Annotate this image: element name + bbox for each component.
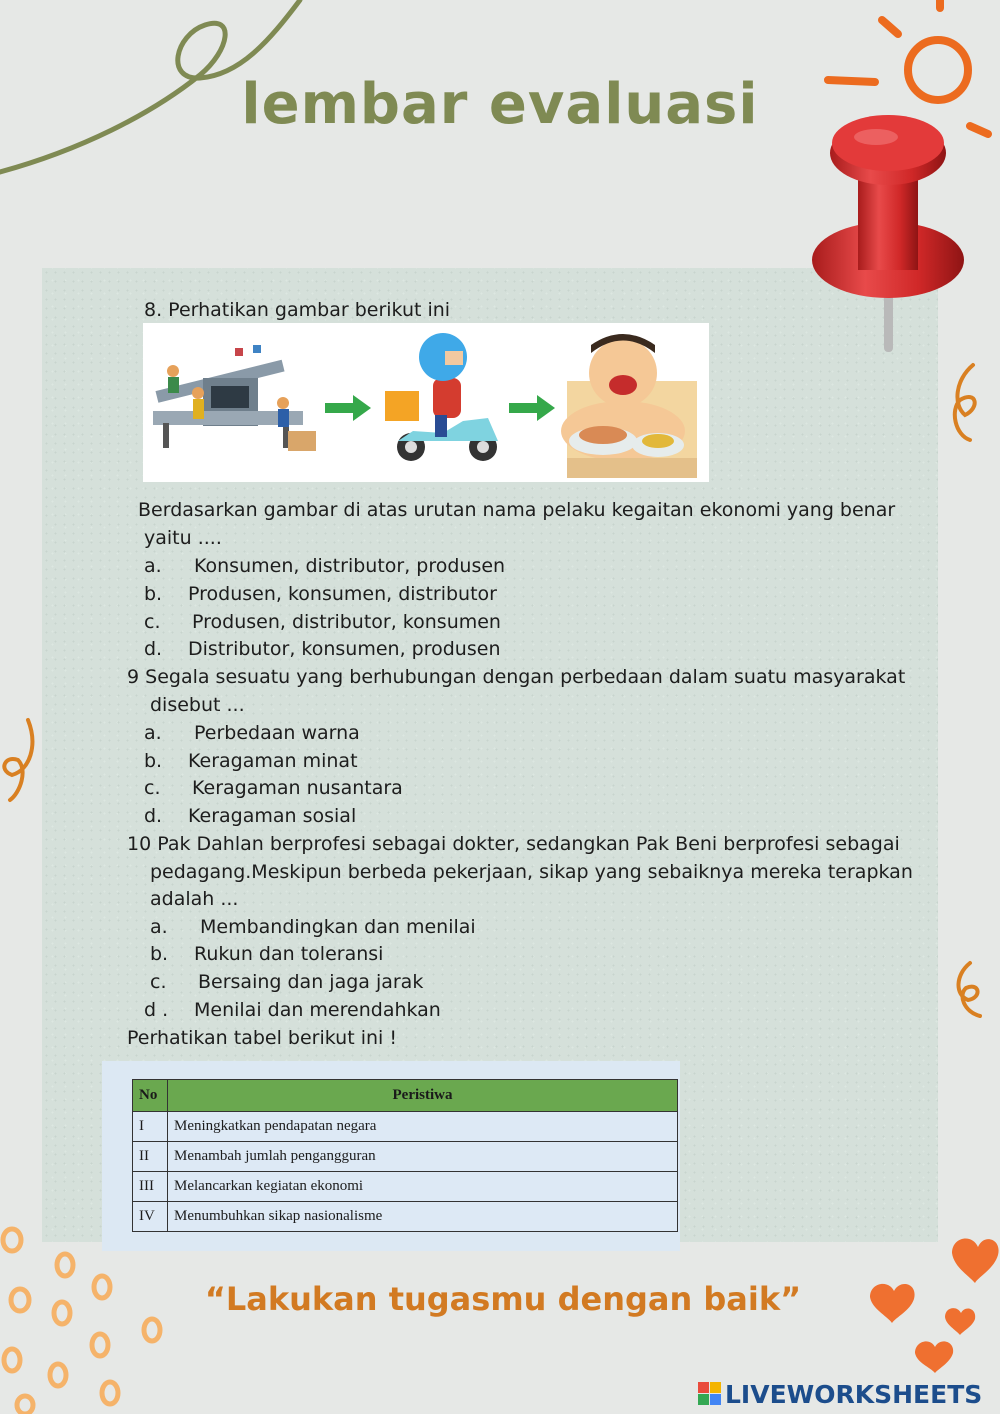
table-row xyxy=(133,1172,678,1202)
row-event: Melancarkan kegiatan ekonomi xyxy=(168,1172,678,1202)
q8-option-b[interactable] xyxy=(144,580,497,608)
factory-icon xyxy=(153,345,316,451)
q10-option-a[interactable] xyxy=(150,913,476,941)
option-text: Keragaman nusantara xyxy=(192,777,403,799)
row-event: Meningkatkan pendapatan negara xyxy=(168,1112,678,1142)
q9-option-b[interactable] xyxy=(144,747,358,775)
option-letter: a. xyxy=(144,555,162,577)
economic-actors-illustration xyxy=(143,323,709,482)
option-text: Produsen, distributor, konsumen xyxy=(192,611,501,633)
arrow-right-icon xyxy=(509,395,555,421)
motivational-quote: “Lakukan tugasmu dengan baik” xyxy=(204,1280,802,1318)
q8-option-d[interactable] xyxy=(144,635,500,663)
option-letter: d . xyxy=(144,999,169,1021)
option-letter: c. xyxy=(150,971,167,993)
table-header-row xyxy=(133,1080,678,1112)
q10-option-c[interactable] xyxy=(150,968,423,996)
option-text: Perbedaan warna xyxy=(194,722,360,744)
question-10-text-line1: 10 Pak Dahlan berprofesi sebagai dokter, sedangkan Pak Beni berprofesi sebagai xyxy=(127,833,900,855)
option-text: Distributor, konsumen, produsen xyxy=(188,638,501,660)
table-intro: Perhatikan tabel berikut ini ! xyxy=(127,1027,397,1049)
option-letter: a. xyxy=(144,722,162,744)
option-text: Keragaman sosial xyxy=(188,805,357,827)
q9-option-c[interactable] xyxy=(144,774,403,802)
option-text: Menilai dan merendahkan xyxy=(194,999,441,1021)
q9-option-d[interactable] xyxy=(144,802,356,830)
question-8-text-line2: yaitu .... xyxy=(144,527,222,549)
row-number: II xyxy=(133,1142,168,1172)
option-text: Konsumen, distributor, produsen xyxy=(194,555,506,577)
liveworksheets-icon xyxy=(698,1382,722,1406)
question-10-text-line2: pedagang.Meskipun berbeda pekerjaan, sikap yang sebaiknya mereka terapkan xyxy=(150,861,913,883)
option-letter: c. xyxy=(144,777,161,799)
decorative-squiggle xyxy=(0,715,40,805)
arrow-right-icon xyxy=(325,395,371,421)
option-text: Produsen, konsumen, distributor xyxy=(188,583,497,605)
brand-name: LIVEWORKSHEETS xyxy=(725,1379,983,1409)
option-letter: b. xyxy=(150,943,169,965)
events-table xyxy=(132,1079,678,1232)
option-letter: d. xyxy=(144,805,163,827)
question-9-text-line1: 9 Segala sesuatu yang berhubungan dengan perbedaan dalam suatu masyarakat xyxy=(127,666,906,688)
option-letter: c. xyxy=(144,611,161,633)
q10-option-b[interactable] xyxy=(150,940,383,968)
illustration-graphic xyxy=(143,323,709,482)
row-number: IV xyxy=(133,1202,168,1232)
option-letter: b. xyxy=(144,750,163,772)
row-number: I xyxy=(133,1112,168,1142)
column-header-no: No xyxy=(133,1080,168,1112)
option-letter: b. xyxy=(144,583,163,605)
consumer-eating-icon xyxy=(561,334,697,478)
option-text: Membandingkan dan menilai xyxy=(200,916,476,938)
question-10-text-line3: adalah ... xyxy=(150,888,239,910)
decorative-squiggle xyxy=(945,360,985,445)
q8-option-a[interactable] xyxy=(144,552,505,580)
delivery-scooter-icon xyxy=(385,333,498,461)
table-row xyxy=(133,1142,678,1172)
question-8-prompt: 8. Perhatikan gambar berikut ini xyxy=(144,299,451,321)
page-title: lembar evaluasi xyxy=(241,72,759,137)
q10-option-d[interactable] xyxy=(144,996,441,1024)
events-table-card xyxy=(102,1061,680,1251)
option-text: Bersaing dan jaga jarak xyxy=(198,971,424,993)
row-number: III xyxy=(133,1172,168,1202)
liveworksheets-logo[interactable] xyxy=(698,1377,982,1411)
column-header-peristiwa: Peristiwa xyxy=(168,1080,678,1112)
row-event: Menambah jumlah pengangguran xyxy=(168,1142,678,1172)
option-letter: d. xyxy=(144,638,163,660)
q8-option-c[interactable] xyxy=(144,608,501,636)
push-pin-icon xyxy=(808,105,973,360)
row-event: Menumbuhkan sikap nasionalisme xyxy=(168,1202,678,1232)
decorative-squiggle xyxy=(950,960,990,1020)
option-text: Rukun dan toleransi xyxy=(194,943,384,965)
option-text: Keragaman minat xyxy=(188,750,358,772)
question-8-text-line1: Berdasarkan gambar di atas urutan nama pelaku kegaitan ekonomi yang benar xyxy=(138,499,896,521)
table-row xyxy=(133,1112,678,1142)
option-letter: a. xyxy=(150,916,168,938)
table-row xyxy=(133,1202,678,1232)
question-9-text-line2: disebut ... xyxy=(150,694,245,716)
decorative-dots xyxy=(0,1225,200,1414)
q9-option-a[interactable] xyxy=(144,719,360,747)
